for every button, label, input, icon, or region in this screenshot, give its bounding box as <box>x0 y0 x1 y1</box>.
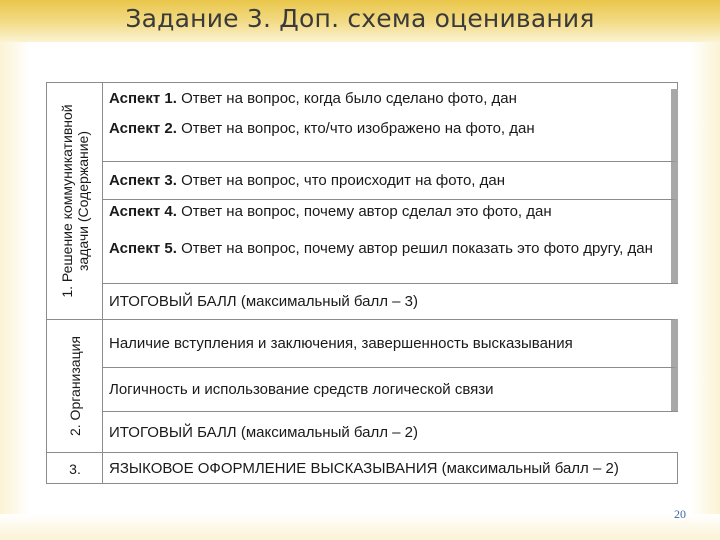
aspect-row-1 <box>103 89 678 119</box>
aspect-2-title: Аспект 2. <box>109 120 177 137</box>
organization-total-row: ИТОГОВЫЙ БАЛЛ (максимальный балл – 2) <box>103 411 678 452</box>
assessment-table <box>46 82 678 484</box>
aspect-row-4 <box>103 199 678 239</box>
aspect-row-5 <box>103 239 678 283</box>
organization-section-label <box>47 319 103 452</box>
content-section-label <box>47 83 103 319</box>
aspect-2-text: Ответ на вопрос, кто/что изображено на фото, дан <box>176 120 535 137</box>
slide-title: Задание 3. Доп. схема оценивания <box>125 4 595 33</box>
right-decoration <box>690 42 720 540</box>
language-row: ЯЗЫКОВОЕ ОФОРМЛЕНИЕ ВЫСКАЗЫВАНИЯ (максимальный балл – 2) <box>103 452 678 484</box>
aspect-3-title: Аспект 3. <box>109 172 177 189</box>
aspect-4-text: Ответ на вопрос, почему автор сделал это фото, дан <box>176 203 552 220</box>
organization-row-1: Наличие вступления и заключения, завершенность высказывания <box>103 319 678 367</box>
aspect-row-3 <box>103 161 678 199</box>
page-number: 20 <box>674 507 686 521</box>
bottom-decoration <box>0 514 720 540</box>
aspect-5-text: Ответ на вопрос, почему автор решил показать это фото другу, дан <box>176 240 653 257</box>
aspect-4-title: Аспект 4. <box>109 203 177 220</box>
organization-section-text: 2. Организация <box>67 335 83 437</box>
aspect-5-title: Аспект 5. <box>109 240 177 257</box>
criteria-column <box>47 83 103 483</box>
aspect-1-title: Аспект 1. <box>109 90 177 107</box>
aspect-row-2 <box>103 119 678 161</box>
aspect-1-text: Ответ на вопрос, когда было сделано фото, дан <box>176 90 517 107</box>
organization-row-2: Логичность и использование средств логической связи <box>103 367 678 411</box>
content-section-text: 1. Решение коммуникативной задачи (Содержание) <box>59 104 91 298</box>
language-section-label: 3. <box>47 452 103 484</box>
content-total-row: ИТОГОВЫЙ БАЛЛ (максимальный балл – 3) <box>103 283 678 319</box>
left-decoration <box>0 42 30 540</box>
aspect-3-text: Ответ на вопрос, что происходит на фото, дан <box>176 172 506 189</box>
